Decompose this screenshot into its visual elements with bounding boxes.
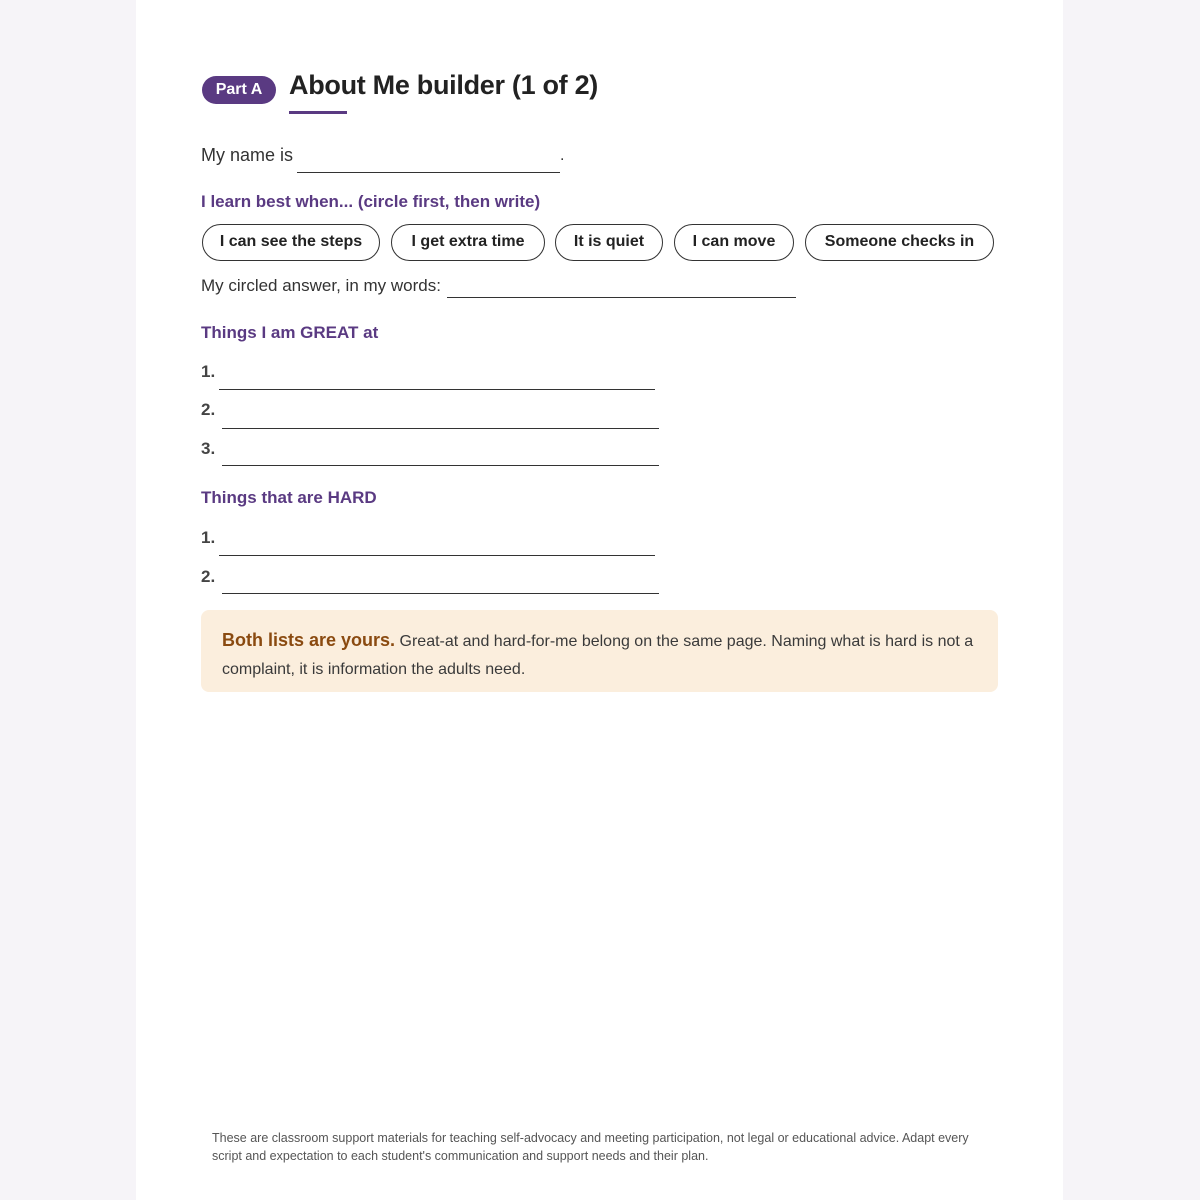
option-chip-checks-in[interactable]: Someone checks in xyxy=(805,224,994,261)
footer-disclaimer: These are classroom support materials for teaching self-advocacy and meeting participation, not legal or educational advice. Adapt every script and expectation to each student's communication and support needs and their plan. xyxy=(212,1131,969,1163)
option-chip-move[interactable]: I can move xyxy=(674,224,794,261)
great-number-1: 1. xyxy=(201,362,216,381)
both-lists-callout xyxy=(201,610,998,692)
page-title: About Me builder (1 of 2) xyxy=(289,70,598,100)
hard-heading: Things that are HARD xyxy=(201,488,377,507)
great-blank-2[interactable] xyxy=(222,428,659,429)
option-chip-quiet[interactable]: It is quiet xyxy=(555,224,663,261)
option-chip-extra-time[interactable]: I get extra time xyxy=(391,224,545,261)
callout-text: Great-at and hard-for-me belong on the same page. Naming what is hard is not a complaint, it is information the adults need. xyxy=(222,633,974,678)
callout-lead: Both lists are yours. xyxy=(222,630,396,650)
hard-blank-1[interactable] xyxy=(219,555,655,556)
great-number-2: 2. xyxy=(201,400,216,419)
circled-answer-blank[interactable] xyxy=(447,297,796,298)
great-blank-3[interactable] xyxy=(222,465,659,466)
circled-answer-label: My circled answer, in my words: xyxy=(201,276,441,295)
hard-blank-2[interactable] xyxy=(222,593,659,594)
worksheet-page xyxy=(136,0,1063,1200)
great-number-3: 3. xyxy=(201,439,216,458)
learn-best-heading: I learn best when... (circle first, then write) xyxy=(201,192,541,211)
name-label: My name is xyxy=(201,145,294,165)
great-blank-1[interactable] xyxy=(219,389,655,390)
name-blank[interactable] xyxy=(297,172,560,173)
title-underline xyxy=(289,111,347,114)
great-at-heading: Things I am GREAT at xyxy=(201,323,379,342)
name-period: . xyxy=(560,147,565,164)
option-chip-see-steps[interactable]: I can see the steps xyxy=(202,224,380,261)
hard-number-2: 2. xyxy=(201,567,216,586)
hard-number-1: 1. xyxy=(201,528,216,547)
part-badge: Part A xyxy=(202,76,276,104)
